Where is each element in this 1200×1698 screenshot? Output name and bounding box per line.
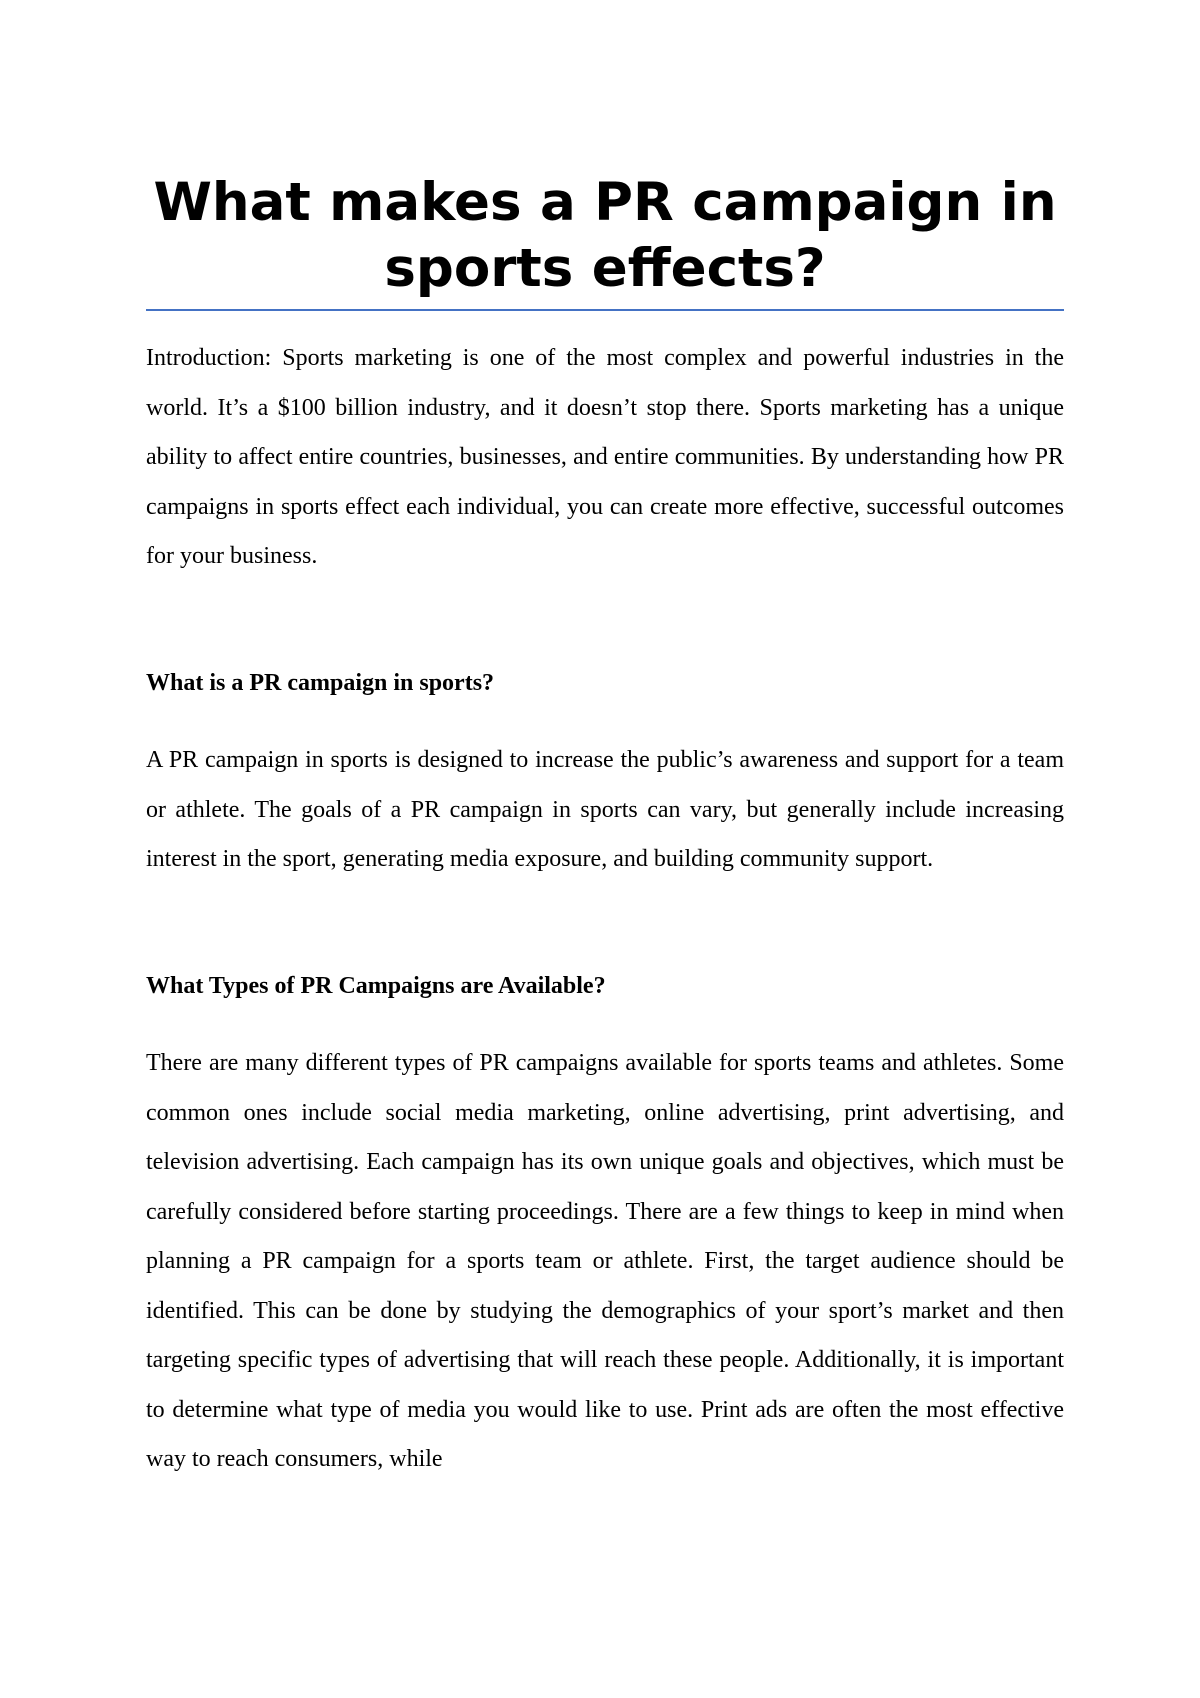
section-heading-what-is-pr: What is a PR campaign in sports? [146,670,495,696]
document-title: What makes a PR campaign in sports effects? [153,172,1057,299]
section-heading-types-of-pr: What Types of PR Campaigns are Available? [146,973,606,999]
section-body-types-of-pr: There are many different types of PR campaigns available for sports teams and athletes. Some common ones include social media marketing, online advertising, print advertising, and television advertising. Each campaign has its own unique goals and objectives, which must be carefully considered before starting proceedings. There are a few things to keep in mind when planning a PR campaign for a sports team or athlete. First, the target audience should be identified. This can be done by studying the demographics of your sport’s market and then targeting specific types of advertising that will reach these people. Additionally, it is important to determine what type of media you would like to use. Print ads are often the most effective way to reach consumers, while [146,1050,1064,1472]
intro-paragraph: Introduction: Sports marketing is one of the most complex and powerful industries in the world. It’s a $100 billion industry, and it doesn’t stop there. Sports marketing has a unique ability to affect entire countries, businesses, and entire communities. By understanding how PR campaigns in sports effect each individual, you can create more effective, successful outcomes for your business. [146,345,1064,569]
title-underline-rule [146,309,1064,311]
section-body-what-is-pr: A PR campaign in sports is designed to increase the public’s awareness and support for a team or athlete. The goals of a PR campaign in sports can vary, but generally include increasing interest in the sport, generating media exposure, and building community support. [146,747,1064,872]
